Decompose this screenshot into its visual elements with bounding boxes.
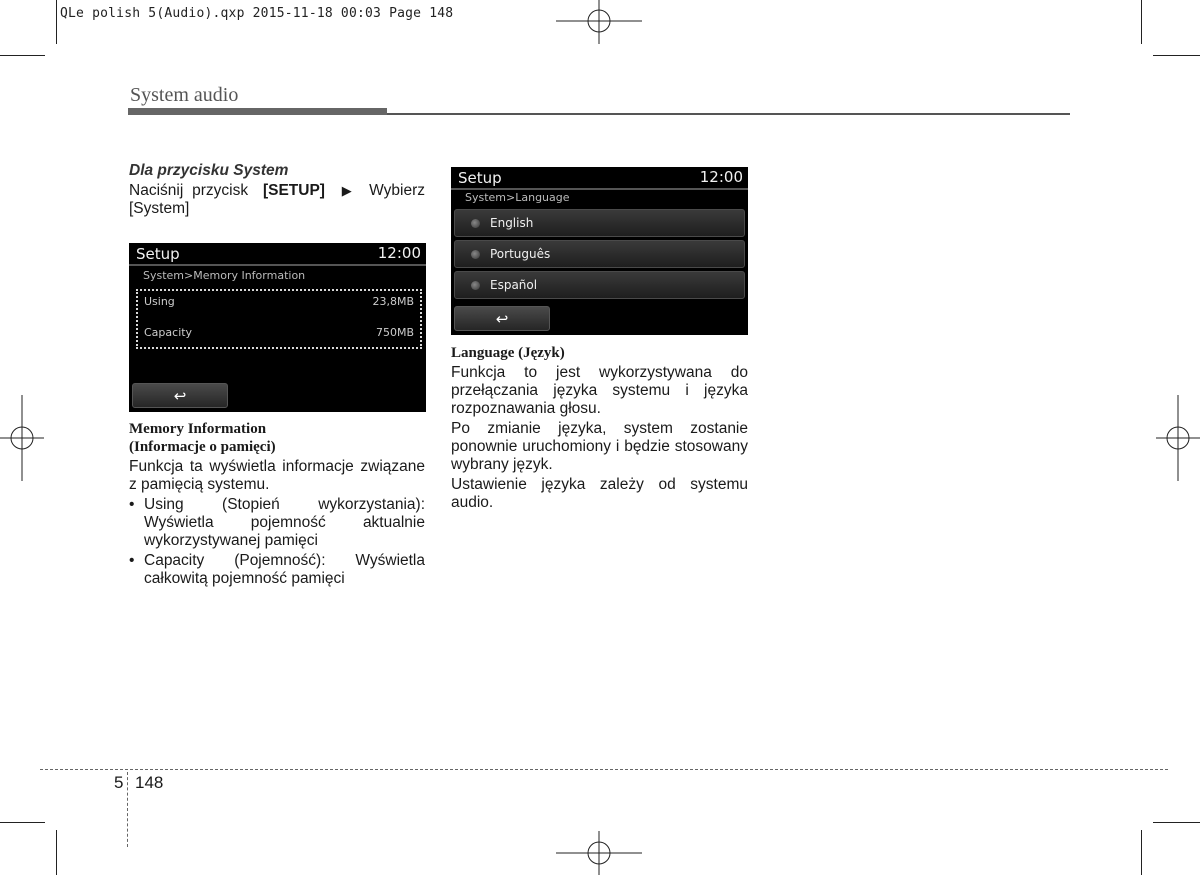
option-label: Português	[490, 247, 551, 261]
language-paragraph: Po zmianie języka, system zostanie ponownie uruchomiony i będzie stosowany wybrany język.	[451, 420, 748, 473]
bullet-icon: •	[129, 496, 135, 513]
registration-mark-left-icon	[0, 395, 44, 481]
header-rule-thin	[387, 113, 1070, 115]
memory-row-capacity	[144, 326, 414, 339]
section-title: System audio	[130, 84, 239, 106]
print-slug-line: QLe polish 5(Audio).qxp 2015-11-18 00:03 Page 148	[60, 6, 454, 21]
screen-clock: 12:00	[699, 168, 743, 186]
chapter-number: 5	[114, 773, 124, 792]
bullet-item-using: • Using (Stopień wykorzystania): Wyświetla pojemność aktualnie wykorzystywanej pamięci	[129, 496, 425, 549]
crop-mark	[56, 0, 57, 44]
screen-breadcrumb: System>Memory Information	[143, 269, 306, 282]
memory-info-screen	[129, 243, 426, 412]
screen-title-divider	[451, 188, 748, 190]
registration-mark-right-icon	[1156, 395, 1200, 481]
left-column-body	[129, 420, 425, 588]
screen-clock: 12:00	[377, 244, 421, 262]
arrow-icon: ▶	[341, 183, 357, 198]
language-option-english[interactable]	[454, 209, 745, 237]
left-column-intro	[129, 162, 425, 218]
registration-mark-bottom-icon	[556, 831, 642, 875]
language-paragraph: Funkcja to jest wykorzystywana do przełączania języka systemu i języka rozpoznawania głosu.	[451, 364, 748, 417]
header-rule-thick	[128, 108, 387, 115]
memory-info-paragraph: Funkcja ta wyświetla informacje związane z pamięcią systemu.	[129, 458, 425, 493]
memory-row-using	[144, 295, 414, 308]
back-arrow-icon: ↩	[173, 386, 187, 405]
screen-title: Setup	[136, 245, 180, 263]
back-button[interactable]	[132, 383, 228, 408]
page-number: 148	[135, 773, 164, 792]
language-option-espanol[interactable]	[454, 271, 745, 299]
row-value: 750MB	[375, 326, 414, 339]
radio-icon	[471, 250, 480, 259]
screen-title-divider	[129, 264, 426, 266]
setup-key-label: [SETUP]	[262, 182, 325, 199]
crop-mark	[56, 830, 57, 875]
row-label: Using	[144, 295, 175, 308]
back-arrow-icon: ↩	[495, 309, 509, 328]
crop-mark	[1153, 822, 1200, 823]
option-label: English	[490, 216, 534, 230]
memory-info-heading: Memory Information	[129, 421, 267, 437]
language-paragraph: Ustawienie języka zależy od systemu audio.	[451, 476, 748, 511]
screen-breadcrumb: System>Language	[465, 191, 570, 204]
crop-mark	[0, 55, 45, 56]
row-value: 23,8MB	[372, 295, 414, 308]
crop-mark	[1141, 830, 1142, 875]
language-heading: Language (Język)	[451, 345, 565, 361]
subheading: Dla przycisku System	[129, 162, 289, 179]
bullet-icon: •	[129, 552, 135, 569]
memory-info-list	[136, 289, 422, 349]
radio-icon	[471, 281, 480, 290]
radio-icon	[471, 219, 480, 228]
language-option-portugues[interactable]	[454, 240, 745, 268]
bullet-item-capacity: • Capacity (Pojemność): Wyświetla całkowitą pojemność pamięci	[129, 552, 425, 587]
row-label: Capacity	[144, 326, 193, 339]
crop-mark	[1153, 55, 1200, 56]
crop-mark	[1141, 0, 1142, 44]
crop-mark	[0, 822, 45, 823]
right-column-body	[451, 344, 748, 512]
option-label: Español	[490, 278, 538, 292]
language-screen	[451, 167, 748, 335]
back-button[interactable]	[454, 306, 550, 331]
footer-divider	[127, 772, 128, 847]
memory-info-subheading: (Informacje o pamięci)	[129, 439, 276, 455]
registration-mark-top-icon	[556, 0, 642, 44]
footer-rule	[40, 769, 1168, 770]
screen-title: Setup	[458, 169, 502, 187]
instruction-text: Naciśnij przycisk [SETUP] ▶ Wybierz [System]	[129, 182, 425, 217]
